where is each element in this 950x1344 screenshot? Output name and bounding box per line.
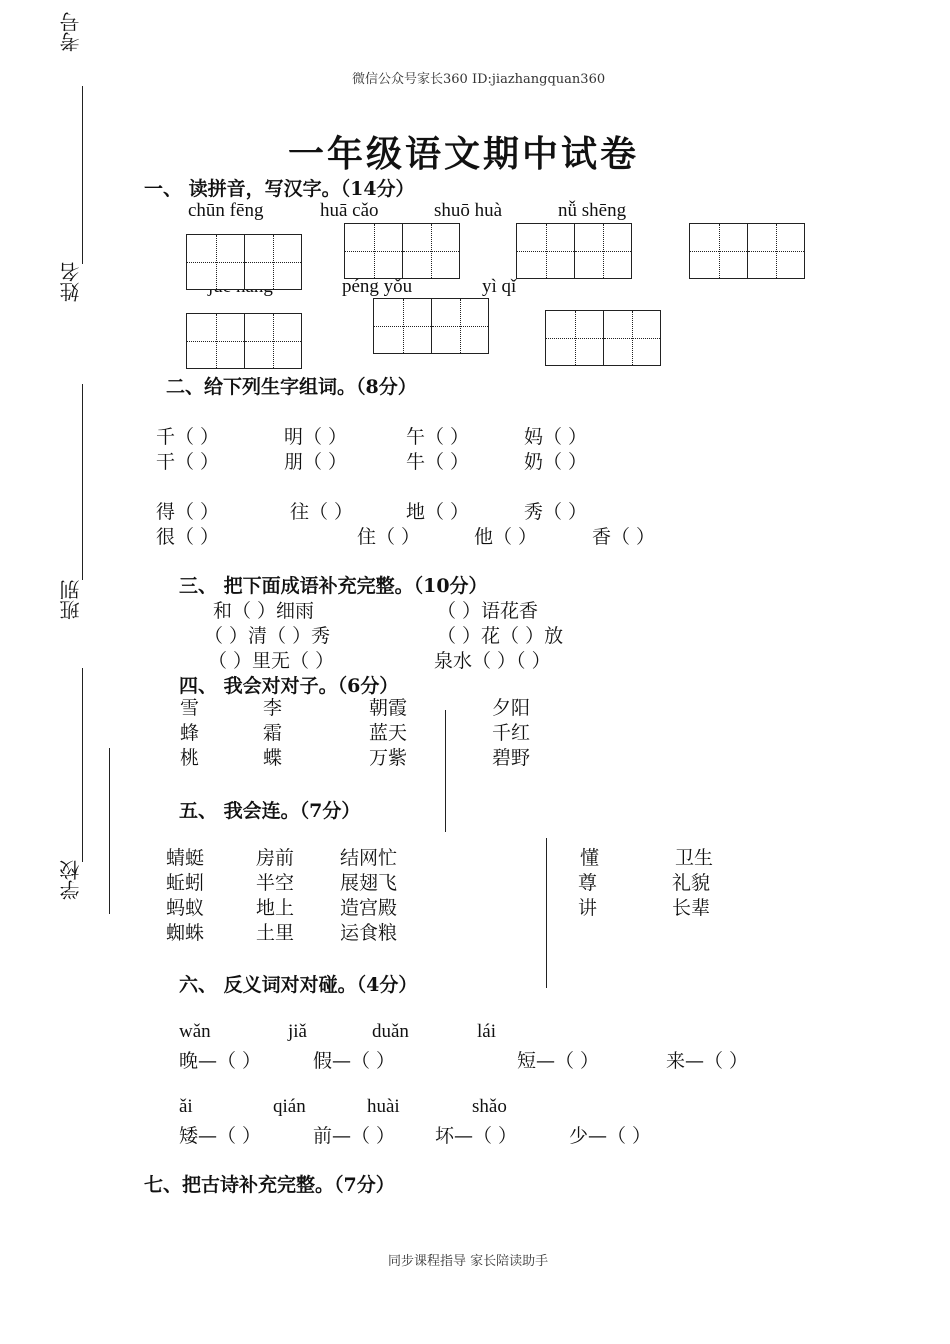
section-4-heading: 四、 我会对对子。（6分） [179, 675, 399, 697]
couplet-item: 朝霞 [369, 697, 408, 719]
writing-grid[interactable] [689, 223, 805, 279]
section-5-heading: 五、 我会连。（7分） [179, 800, 361, 822]
word-item: 得（ ） [156, 501, 220, 523]
match-item[interactable]: 尊 [578, 872, 598, 894]
header-watermark: 微信公众号家长360 ID:jiazhangquan360 [352, 72, 606, 87]
side-line [82, 668, 83, 862]
footer-text: 同步课程指导 家长陪读助手 [388, 1254, 549, 1269]
couplet-item: 蝶 [263, 747, 283, 769]
match-item[interactable]: 运食粮 [340, 922, 398, 944]
couplet-item: 李 [263, 697, 283, 719]
word-item: 住（ ） [357, 526, 421, 548]
word-item: 香（ ） [592, 526, 656, 548]
couplet-item: 夕阳 [492, 697, 531, 719]
couplet-column [369, 696, 407, 771]
idiom-item: （ ）里无（ ） [208, 650, 335, 672]
pinyin-label: qián [273, 1096, 306, 1117]
writing-grid[interactable] [186, 234, 302, 290]
match-item[interactable]: 礼貌 [672, 872, 711, 894]
word-item: 牛（ ） [406, 451, 470, 473]
match-column [578, 846, 599, 921]
couplet-item: 霜 [263, 722, 283, 744]
pinyin-label: péng yǒu [342, 276, 413, 297]
section-6-heading: 六、 反义词对对碰。（4分） [179, 974, 418, 996]
antonym-item: 坏—（ ） [435, 1125, 518, 1147]
match-item[interactable]: 蜻蜓 [166, 847, 205, 869]
couplet-item: 雪 [180, 697, 200, 719]
page-title: 一年级语文期中试卷 [288, 134, 640, 175]
section-7-heading: 七、把古诗补充完整。（7分） [144, 1174, 395, 1196]
couplet-item: 桃 [180, 747, 200, 769]
couplet-item: 蜂 [180, 722, 200, 744]
antonym-item: 假—（ ） [313, 1050, 396, 1072]
pinyin-label: huā cǎo [320, 200, 379, 221]
couplet-item: 蓝天 [369, 722, 408, 744]
antonym-item: 来—（ ） [666, 1050, 749, 1072]
match-item[interactable]: 土里 [256, 922, 295, 944]
match-item[interactable]: 长辈 [672, 897, 711, 919]
match-item[interactable]: 展翅飞 [340, 872, 398, 894]
match-item[interactable]: 懂 [580, 847, 600, 869]
match-column [340, 846, 397, 946]
match-item[interactable]: 地上 [256, 897, 295, 919]
couplet-item: 碧野 [492, 747, 531, 769]
word-item: 他（ ） [474, 526, 538, 548]
word-item: 午（ ） [406, 426, 470, 448]
word-item: 妈（ ） [524, 426, 588, 448]
couplet-column [180, 696, 199, 771]
match-column [166, 846, 204, 946]
side-line [109, 748, 110, 914]
pinyin-label: huài [367, 1096, 400, 1117]
match-item[interactable]: 讲 [578, 897, 598, 919]
word-item: 明（ ） [284, 426, 348, 448]
pinyin-label: ǎi [179, 1096, 193, 1117]
antonym-item: 短—（ ） [517, 1050, 600, 1072]
pinyin-label: chūn fēng [188, 200, 264, 221]
antonym-item: 晚—（ ） [179, 1050, 262, 1072]
couplet-item: 千红 [492, 722, 531, 744]
word-item: 千（ ） [156, 426, 220, 448]
word-item: 朋（ ） [284, 451, 348, 473]
pinyin-label: shuō huà [434, 200, 503, 221]
word-item: 往（ ） [290, 501, 354, 523]
writing-grid[interactable] [545, 310, 661, 366]
side-label-kaohao: 考号 [59, 12, 83, 52]
section-1-heading: 一、 读拼音，写汉字。（14分） [144, 178, 415, 200]
antonym-item: 前—（ ） [313, 1125, 396, 1147]
idiom-item: （ ）清（ ）秀 [204, 625, 331, 647]
pinyin-label: lái [477, 1021, 496, 1042]
side-label-banbie: 班别 [59, 580, 83, 620]
writing-grid[interactable] [516, 223, 632, 279]
antonym-item: 少—（ ） [569, 1125, 652, 1147]
match-item[interactable]: 蚯蚓 [166, 872, 205, 894]
match-item[interactable]: 卫生 [675, 847, 714, 869]
couplet-item: 万紫 [369, 747, 408, 769]
pinyin-label: shǎo [472, 1096, 507, 1117]
word-item: 地（ ） [406, 501, 470, 523]
writing-grid[interactable] [373, 298, 489, 354]
match-column [256, 846, 294, 946]
idiom-item: 泉水（ ）（ ） [434, 650, 551, 672]
divider-line [546, 838, 547, 988]
side-label-xingming: 姓名 [59, 262, 83, 302]
writing-grid[interactable] [186, 313, 302, 369]
couplet-column [263, 696, 282, 771]
antonym-item: 矮—（ ） [179, 1125, 262, 1147]
pinyin-label: yì qǐ [482, 276, 517, 297]
section-2-heading: 二、给下列生字组词。（8分） [166, 376, 417, 398]
word-item: 秀（ ） [524, 501, 588, 523]
pinyin-label: jiǎ [288, 1021, 307, 1042]
side-label-xuexiao: 学校 [59, 860, 83, 900]
couplet-column [492, 696, 530, 771]
pinyin-label: duǎn [372, 1021, 409, 1042]
pinyin-label: wǎn [179, 1021, 211, 1042]
writing-grid[interactable] [344, 223, 460, 279]
pinyin-label: nǚ shēng [558, 200, 627, 221]
word-item: 很（ ） [156, 526, 220, 548]
match-item[interactable]: 房前 [256, 847, 295, 869]
match-item[interactable]: 造宫殿 [340, 897, 398, 919]
divider-line [445, 710, 446, 832]
idiom-item: （ ）语花香 [437, 600, 539, 622]
idiom-item: （ ）花（ ）放 [437, 625, 564, 647]
section-3-heading: 三、 把下面成语补充完整。（10分） [179, 575, 488, 597]
side-line [82, 86, 83, 264]
match-item[interactable]: 蜘蛛 [166, 922, 205, 944]
match-item[interactable]: 蚂蚁 [166, 897, 205, 919]
word-item: 奶（ ） [524, 451, 588, 473]
match-column [672, 846, 713, 921]
match-item[interactable]: 结网忙 [340, 847, 398, 869]
word-item: 干（ ） [156, 451, 220, 473]
side-line [82, 384, 83, 580]
idiom-item: 和（ ）细雨 [213, 600, 315, 622]
match-item[interactable]: 半空 [256, 872, 295, 894]
